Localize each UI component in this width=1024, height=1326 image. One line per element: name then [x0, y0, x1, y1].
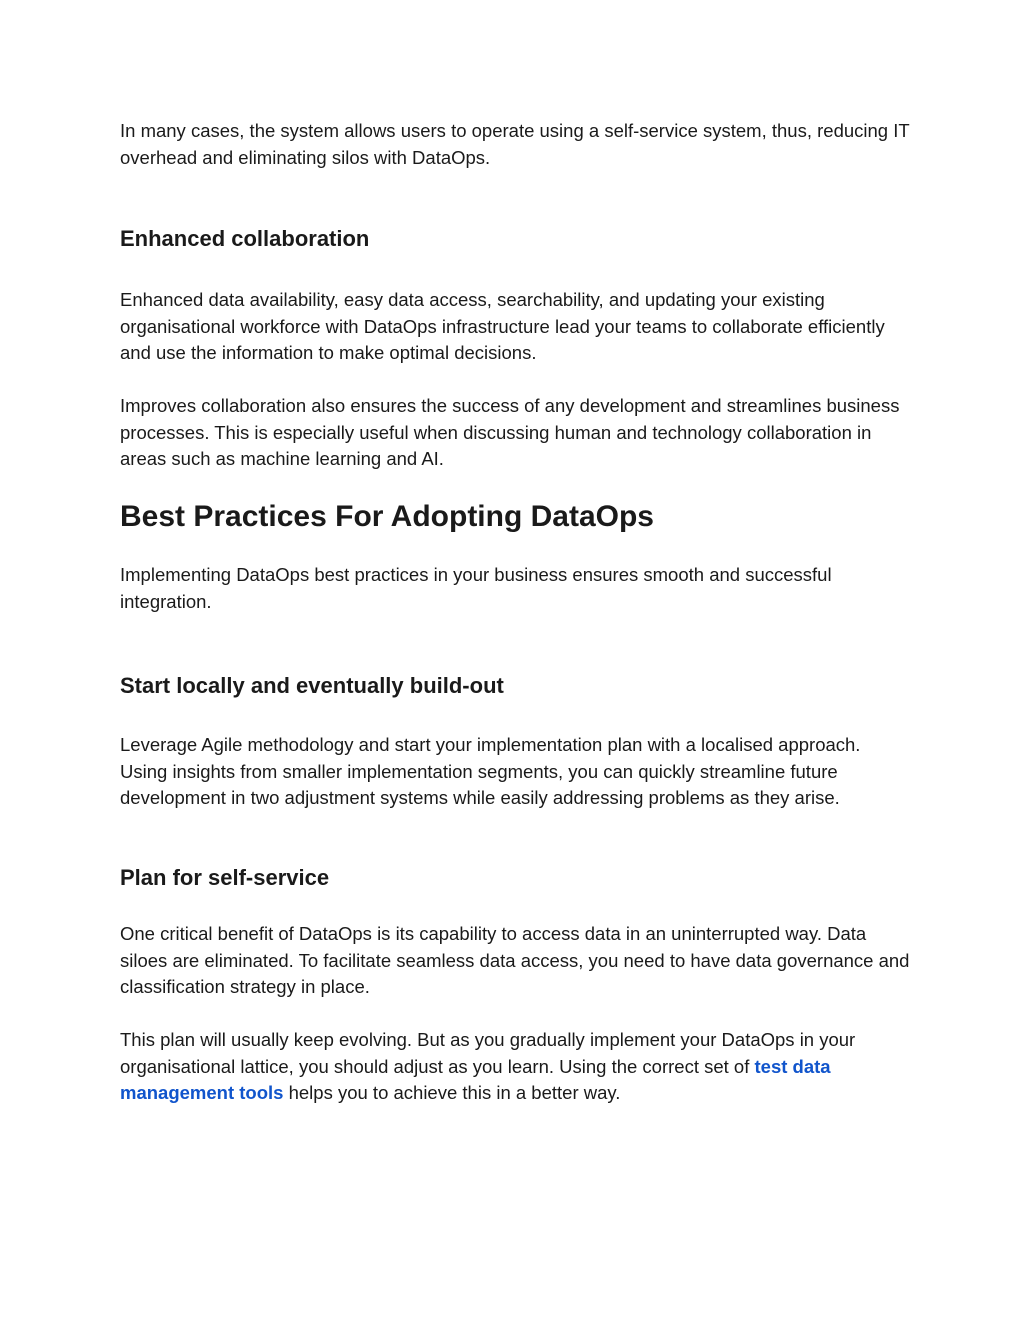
paragraph-critical-benefit: One critical benefit of DataOps is its capability to access data in an uninterrupted way. Data siloes are eliminated. To facilitate seamless data access, you need to have data governance and classification strategy in place.	[120, 923, 910, 998]
heading-start-locally: Start locally and eventually build-out	[120, 673, 504, 698]
heading-best-practices: Best Practices For Adopting DataOps	[120, 500, 654, 533]
paragraph-implementing-best-practices: Implementing DataOps best practices in your business ensures smooth and successful integration.	[120, 564, 832, 612]
paragraph-plan-evolving	[120, 1027, 910, 1107]
paragraph-improves-collaboration: Improves collaboration also ensures the success of any development and streamlines business processes. This is especially useful when discussing human and technology collaboration in areas such as machine learning and AI.	[120, 395, 900, 470]
paragraph-plan-evolving-text-after: helps you to achieve this in a better way.	[283, 1082, 621, 1104]
heading-plan-self-service: Plan for self-service	[120, 865, 330, 890]
paragraph-plan-evolving-text-before: This plan will usually keep evolving. But as you gradually implement your DataOps in your organisational lattice, you should adjust as you learn. Using the correct set of	[120, 1029, 856, 1077]
paragraph-enhanced-data-availability: Enhanced data availability, easy data access, searchability, and updating your existing organisational workforce with DataOps infrastructure lead your teams to collaborate efficiently and use the information to make optimal decisions.	[120, 289, 885, 364]
test-data-management-tools-link[interactable]: test data management tools	[120, 1055, 831, 1104]
paragraph-leverage-agile: Leverage Agile methodology and start your implementation plan with a localised approach. Using insights from smaller implementation segments, you can quickly streamline future development in two adjustment systems while easily addressing problems as they arise.	[120, 734, 861, 809]
heading-enhanced-collaboration: Enhanced collaboration	[120, 226, 370, 251]
paragraph-self-service-intro: In many cases, the system allows users to operate using a self-service system, thus, reducing IT overhead and eliminating silos with DataOps.	[120, 120, 910, 168]
